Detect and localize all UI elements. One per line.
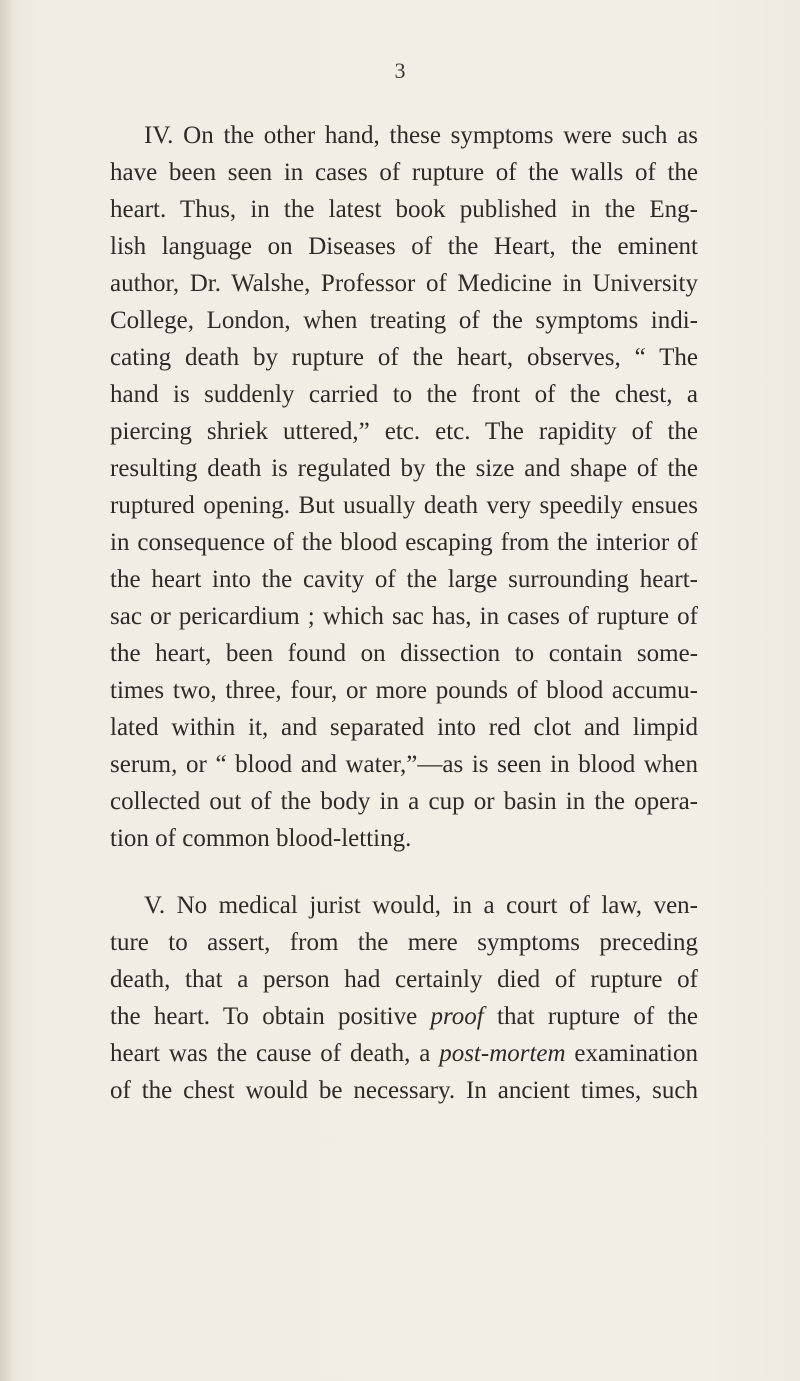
text-segment: that rupture of the bbox=[483, 1003, 698, 1030]
italic-word: post-mortem bbox=[439, 1040, 566, 1067]
text-line: lated within it, and separated into red clot and limpid bbox=[110, 714, 698, 741]
text-line: resulting death is regulated by the size and shape of the bbox=[110, 455, 698, 482]
text-line: V. No medical jurist would, in a court of law, ven- bbox=[144, 892, 698, 919]
text-line: serum, or “ blood and water,”—as is seen in blood when bbox=[110, 751, 698, 778]
text-segment: heart was the cause of death, a bbox=[110, 1040, 440, 1067]
text-line: IV. On the other hand, these symptoms were such as bbox=[144, 122, 698, 149]
text-line: lish language on Diseases of the Heart, the eminent bbox=[110, 233, 698, 260]
text-line: College, London, when treating of the symptoms indi- bbox=[110, 307, 698, 334]
text-line: hand is suddenly carried to the front of the chest, a bbox=[110, 381, 698, 408]
text-line: have been seen in cases of rupture of the walls of the bbox=[110, 159, 698, 186]
text-line: piercing shriek uttered,” etc. etc. The rapidity of the bbox=[110, 418, 698, 445]
text-line: author, Dr. Walshe, Professor of Medicine in University bbox=[110, 270, 698, 297]
italic-word: proof bbox=[430, 1003, 484, 1030]
text-segment: the heart. To obtain positive bbox=[110, 1003, 431, 1030]
gutter-shadow bbox=[0, 0, 14, 1381]
text-line: tion of common blood-letting. bbox=[110, 825, 412, 852]
text-line: of the chest would be necessary. In ancient times, such bbox=[110, 1077, 698, 1104]
text-line: times two, three, four, or more pounds of blood accumu- bbox=[110, 677, 698, 704]
text-line bbox=[110, 1038, 698, 1070]
text-line: heart. Thus, in the latest book published in the Eng- bbox=[110, 196, 698, 223]
text-line: sac or pericardium ; which sac has, in cases of rupture of bbox=[110, 603, 698, 630]
text-line: ture to assert, from the mere symptoms preceding bbox=[110, 929, 698, 956]
page-number: 3 bbox=[394, 58, 406, 83]
text-line: the heart, been found on dissection to contain some- bbox=[110, 640, 698, 667]
text-line: the heart into the cavity of the large surrounding heart- bbox=[110, 566, 698, 593]
text-segment: examination bbox=[565, 1040, 699, 1067]
text-line: ruptured opening. But usually death very speedily ensues bbox=[110, 492, 698, 519]
text-line: death, that a person had certainly died of rupture of bbox=[110, 966, 698, 993]
text-line: cating death by rupture of the heart, observes, “ The bbox=[110, 344, 698, 371]
text-line: in consequence of the blood escaping from the interior of bbox=[110, 529, 698, 556]
text-line: collected out of the body in a cup or basin in the opera- bbox=[110, 788, 698, 815]
text-line bbox=[110, 1001, 698, 1033]
